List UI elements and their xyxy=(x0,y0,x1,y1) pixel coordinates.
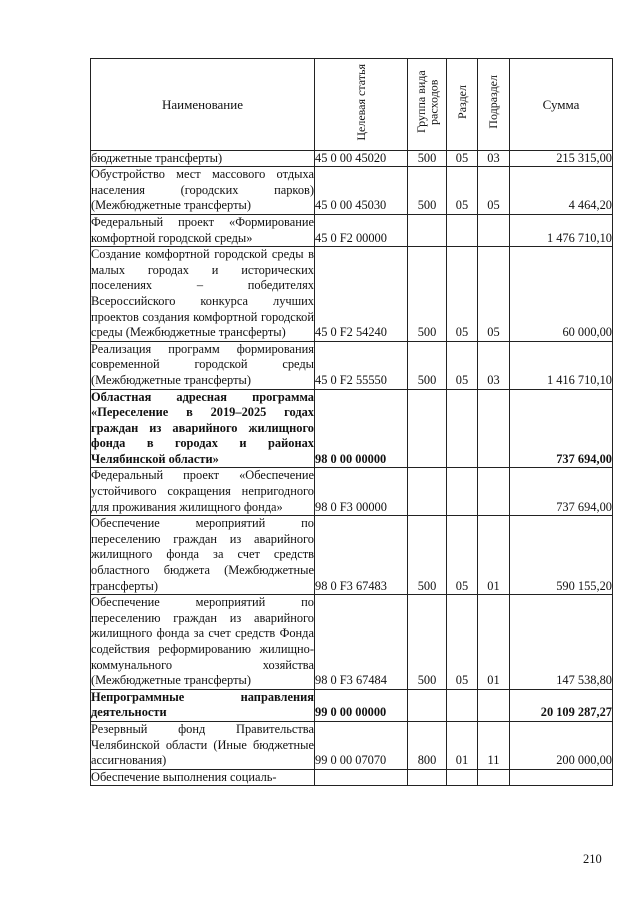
row-name: Федеральный проект «Обеспечение устойчивого сокращения непригодного для проживания жилищного фонда» xyxy=(91,468,315,516)
budget-table xyxy=(90,58,613,786)
row-subsection xyxy=(478,769,510,786)
row-name: Обустройство мест массового отдыха населения (городских парков) (Межбюджетные трансферты) xyxy=(91,167,315,215)
table-row xyxy=(91,167,613,215)
row-section xyxy=(447,689,478,721)
table-row xyxy=(91,769,613,786)
table-body xyxy=(91,150,613,786)
row-section xyxy=(447,389,478,468)
row-amount xyxy=(510,769,613,786)
row-section: 05 xyxy=(447,150,478,167)
row-name: Резервный фонд Правительства Челябинской области (Иные бюджетные ассигнования) xyxy=(91,721,315,769)
header-expense-group: Группа вида расходов xyxy=(408,59,447,151)
row-expense-group xyxy=(408,468,447,516)
table-row xyxy=(91,341,613,389)
row-subsection xyxy=(478,214,510,246)
row-target-article: 98 0 00 00000 xyxy=(315,389,408,468)
row-name: Непрограммные направления деятельности xyxy=(91,689,315,721)
row-expense-group xyxy=(408,389,447,468)
table-row xyxy=(91,689,613,721)
row-amount: 737 694,00 xyxy=(510,389,613,468)
row-name: Обеспечение мероприятий по переселению граждан из аварийного жилищного фонда за счет средств Фонда содействия реформированию жилищно-коммунального хозяйства (Межбюджетные трансферты) xyxy=(91,595,315,690)
row-name: Реализация программ формирования современной городской среды (Межбюджетные трансферты) xyxy=(91,341,315,389)
row-target-article: 99 0 00 07070 xyxy=(315,721,408,769)
row-amount: 200 000,00 xyxy=(510,721,613,769)
row-target-article: 98 0 F3 00000 xyxy=(315,468,408,516)
row-target-article: 45 0 00 45030 xyxy=(315,167,408,215)
header-subsection: Подраздел xyxy=(478,59,510,151)
row-expense-group xyxy=(408,689,447,721)
row-expense-group: 800 xyxy=(408,721,447,769)
row-subsection: 03 xyxy=(478,341,510,389)
row-target-article: 45 0 F2 00000 xyxy=(315,214,408,246)
row-expense-group xyxy=(408,769,447,786)
table-row xyxy=(91,150,613,167)
table-row xyxy=(91,721,613,769)
row-target-article: 45 0 00 45020 xyxy=(315,150,408,167)
row-target-article: 98 0 F3 67484 xyxy=(315,595,408,690)
row-amount: 590 155,20 xyxy=(510,516,613,595)
row-subsection xyxy=(478,389,510,468)
row-subsection: 11 xyxy=(478,721,510,769)
table-header-row xyxy=(91,59,613,151)
row-section xyxy=(447,769,478,786)
row-expense-group: 500 xyxy=(408,341,447,389)
budget-document xyxy=(90,58,613,786)
page-number: 210 xyxy=(583,852,602,866)
row-section: 05 xyxy=(447,247,478,342)
row-amount: 1 476 710,10 xyxy=(510,214,613,246)
row-target-article: 98 0 F3 67483 xyxy=(315,516,408,595)
row-name: бюджетные трансферты) xyxy=(91,150,315,167)
header-amount: Сумма xyxy=(510,59,613,151)
row-name: Создание комфортной городской среды в малых городах и исторических поселениях – победителях Всероссийского конкурса лучших проектов создания комфортной городской среды (Межбюджетные трансферты) xyxy=(91,247,315,342)
table-row xyxy=(91,247,613,342)
row-subsection: 01 xyxy=(478,516,510,595)
table-row xyxy=(91,389,613,468)
row-subsection: 05 xyxy=(478,247,510,342)
row-expense-group xyxy=(408,214,447,246)
row-target-article: 45 0 F2 55550 xyxy=(315,341,408,389)
table-row xyxy=(91,468,613,516)
row-amount: 60 000,00 xyxy=(510,247,613,342)
row-section: 05 xyxy=(447,595,478,690)
table-row xyxy=(91,595,613,690)
row-subsection: 01 xyxy=(478,595,510,690)
row-subsection: 05 xyxy=(478,167,510,215)
row-subsection xyxy=(478,689,510,721)
row-expense-group: 500 xyxy=(408,167,447,215)
row-amount: 737 694,00 xyxy=(510,468,613,516)
row-expense-group: 500 xyxy=(408,595,447,690)
row-section: 05 xyxy=(447,341,478,389)
row-target-article: 99 0 00 00000 xyxy=(315,689,408,721)
row-expense-group: 500 xyxy=(408,516,447,595)
row-section: 05 xyxy=(447,167,478,215)
row-section: 05 xyxy=(447,516,478,595)
row-name: Обеспечение выполнения социаль- xyxy=(91,769,315,786)
header-section: Раздел xyxy=(447,59,478,151)
row-name: Областная адресная программа «Переселение в 2019–2025 годах граждан из аварийного жилищного фонда в городах и районах Челябинской области» xyxy=(91,389,315,468)
row-section xyxy=(447,468,478,516)
row-amount: 20 109 287,27 xyxy=(510,689,613,721)
header-name: Наименование xyxy=(91,59,315,151)
row-amount: 4 464,20 xyxy=(510,167,613,215)
row-subsection xyxy=(478,468,510,516)
table-row xyxy=(91,516,613,595)
row-amount: 147 538,80 xyxy=(510,595,613,690)
row-expense-group: 500 xyxy=(408,247,447,342)
row-target-article: 45 0 F2 54240 xyxy=(315,247,408,342)
row-expense-group: 500 xyxy=(408,150,447,167)
table-row xyxy=(91,214,613,246)
row-amount: 1 416 710,10 xyxy=(510,341,613,389)
row-target-article xyxy=(315,769,408,786)
row-section: 01 xyxy=(447,721,478,769)
header-target-article: Целевая статья xyxy=(315,59,408,151)
row-name: Обеспечение мероприятий по переселению граждан из аварийного жилищного фонда за счет средств областного бюджета (Межбюджетные трансферты) xyxy=(91,516,315,595)
row-section xyxy=(447,214,478,246)
row-amount: 215 315,00 xyxy=(510,150,613,167)
row-subsection: 03 xyxy=(478,150,510,167)
row-name: Федеральный проект «Формирование комфортной городской среды» xyxy=(91,214,315,246)
